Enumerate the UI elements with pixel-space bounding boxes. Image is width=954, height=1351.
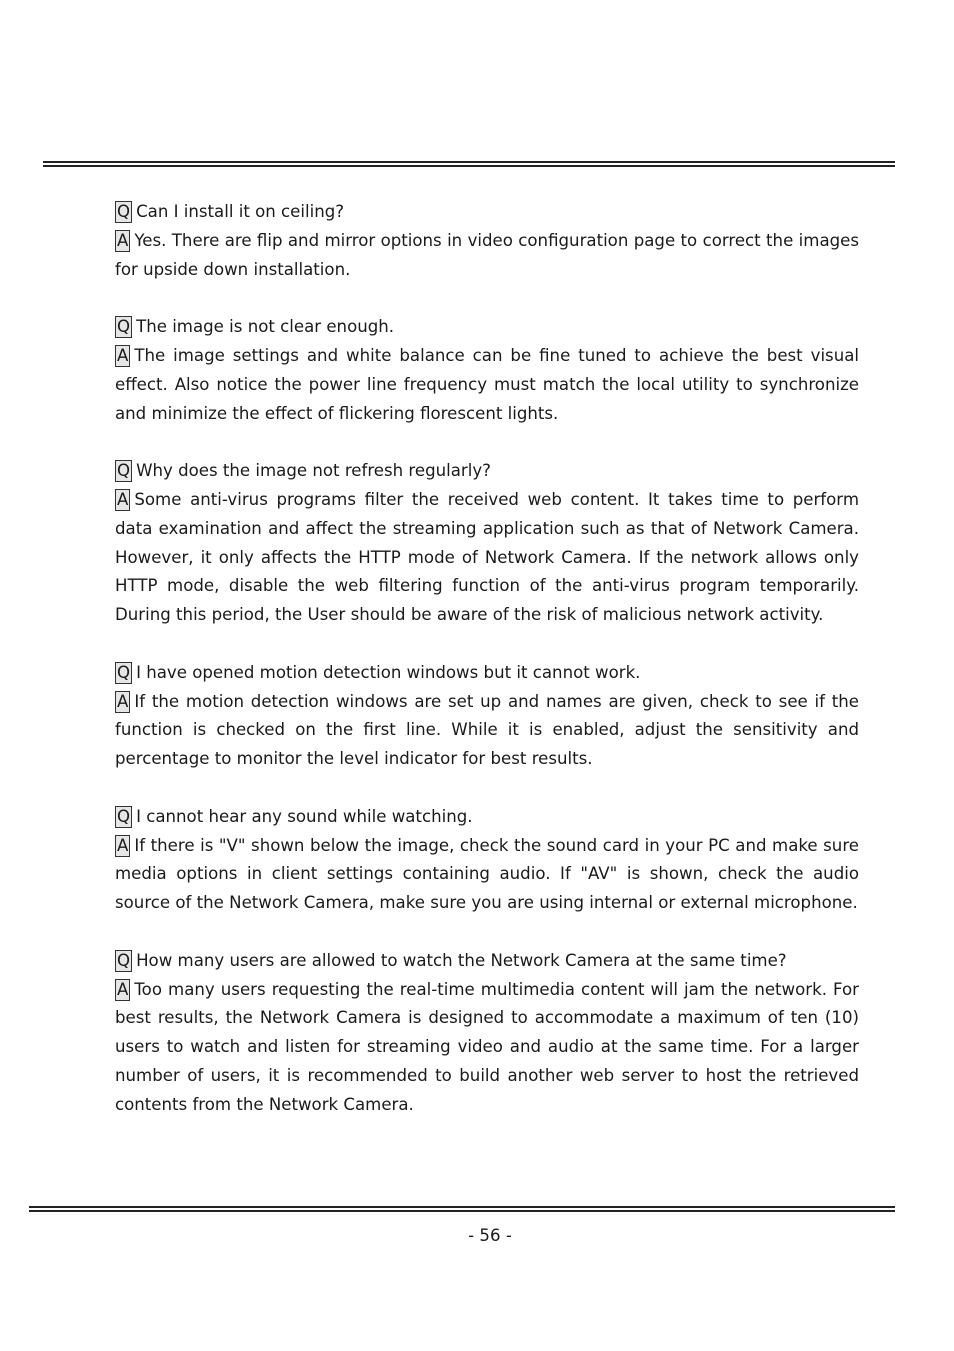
- faq-item: [115, 659, 859, 774]
- faq-answer: [115, 832, 859, 918]
- faq-item: [115, 947, 859, 1120]
- faq-item: [115, 198, 859, 284]
- answer-marker: A: [117, 979, 129, 999]
- answer-text: If there is "V" shown below the image, check the sound card in your PC and make sure media options in client settings containing audio. If "AV" is shown, check the audio source of the Network Camera, make sure you are using internal or external microphone.: [115, 835, 859, 913]
- faq-question: [115, 803, 859, 832]
- question-text: I have opened motion detection windows but it cannot work.: [136, 662, 641, 682]
- faq-item: [115, 457, 859, 630]
- faq-item: [115, 803, 859, 918]
- faq-answer: [115, 342, 859, 428]
- faq-question: [115, 659, 859, 688]
- answer-marker: A: [117, 345, 129, 365]
- question-marker: Q: [117, 662, 131, 682]
- answer-text: Some anti-virus programs filter the received web content. It takes time to perform data examination and affect the streaming application such as that of Network Camera. However, it only affects the HTTP mode of Network Camera. If the network allows only HTTP mode, disable the web filtering function of the anti-virus program temporarily. During this period, the User should be aware of the risk of malicious network activity.: [115, 489, 859, 625]
- faq-question: [115, 457, 859, 486]
- answer-text: The image settings and white balance can be fine tuned to achieve the best visual effect. Also notice the power line frequency must match the local utility to synchronize and minimize the effect of flickering florescent lights.: [115, 345, 859, 423]
- answer-text: If the motion detection windows are set up and names are given, check to see if the function is checked on the first line. While it is enabled, adjust the sensitivity and percentage to monitor the level indicator for best results.: [115, 691, 859, 769]
- faq-answer: [115, 688, 859, 774]
- footer-rule: [29, 1206, 895, 1212]
- question-text: Why does the image not refresh regularly?: [136, 461, 491, 481]
- answer-marker: A: [117, 489, 129, 509]
- faq-answer: [115, 227, 859, 285]
- answer-marker: A: [117, 835, 129, 855]
- faq-question: [115, 947, 859, 976]
- question-text: How many users are allowed to watch the Network Camera at the same time?: [136, 950, 787, 970]
- question-marker: Q: [117, 950, 131, 970]
- faq-question: [115, 313, 859, 342]
- header-rule: [43, 161, 895, 167]
- faq-content: [115, 198, 859, 1148]
- question-text: I cannot hear any sound while watching.: [136, 806, 473, 826]
- faq-question: [115, 198, 859, 227]
- faq-answer: [115, 486, 859, 630]
- faq-answer: [115, 976, 859, 1120]
- question-text: Can I install it on ceiling?: [136, 202, 345, 221]
- question-marker: Q: [117, 202, 131, 221]
- question-text: The image is not clear enough.: [136, 317, 395, 337]
- answer-text: Yes. There are flip and mirror options in video configuration page to correct the images for upside down installation.: [115, 230, 859, 279]
- question-marker: Q: [117, 461, 131, 481]
- question-marker: Q: [117, 806, 131, 826]
- faq-item: [115, 313, 859, 428]
- page-number: - 56 -: [468, 1226, 512, 1245]
- answer-text: Too many users requesting the real-time multimedia content will jam the network. For best results, the Network Camera is designed to accommodate a maximum of ten (10) users to watch and listen for streaming video and audio at the same time. For a larger number of users, it is recommended to build another web server to host the retrieved contents from the Network Camera.: [115, 979, 859, 1114]
- question-marker: Q: [117, 317, 131, 337]
- answer-marker: A: [117, 230, 129, 250]
- answer-marker: A: [117, 691, 129, 711]
